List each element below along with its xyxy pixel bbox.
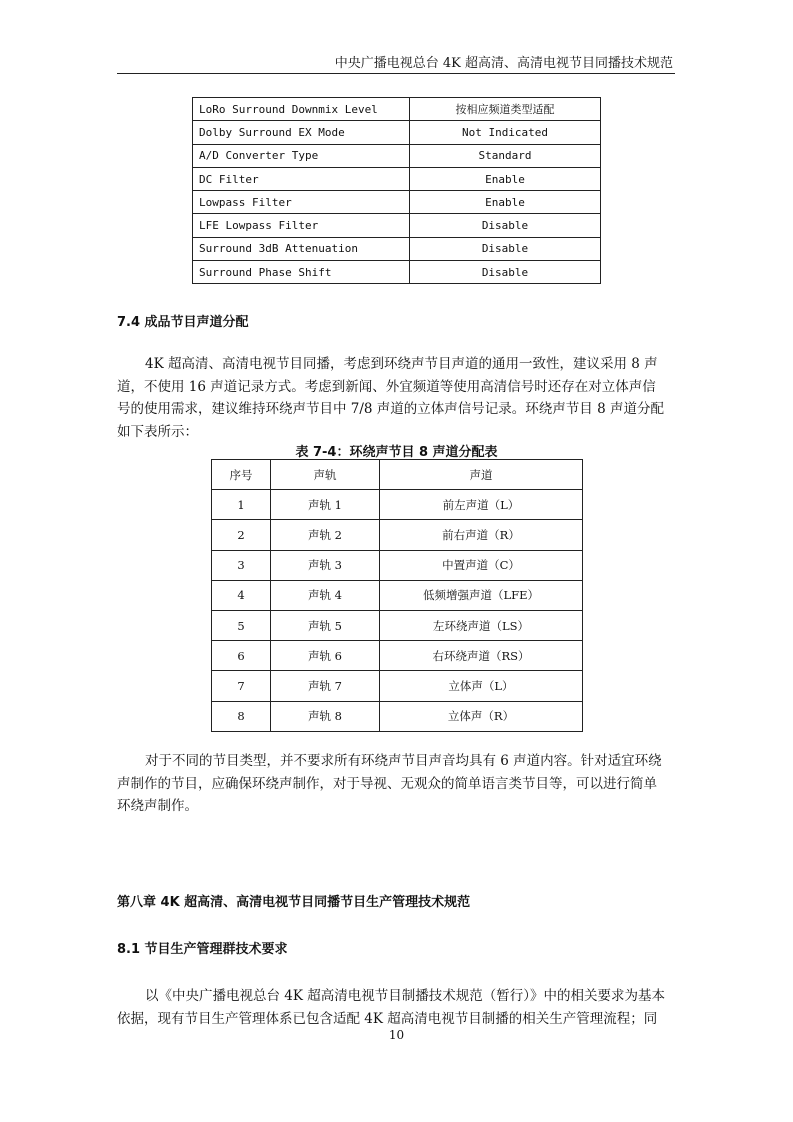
cell-index: 1 <box>212 490 271 520</box>
setting-value: Disable <box>410 237 601 260</box>
cell-track: 声轨 1 <box>271 490 380 520</box>
cell-track: 声轨 8 <box>271 701 380 731</box>
table-row <box>212 550 583 580</box>
table-row <box>212 641 583 671</box>
table-row <box>193 121 601 144</box>
section-7-4-paragraph <box>117 353 675 443</box>
column-header: 序号 <box>212 460 271 490</box>
cell-track: 声轨 3 <box>271 550 380 580</box>
cell-track: 声轨 2 <box>271 520 380 550</box>
setting-key: Surround Phase Shift <box>193 261 410 284</box>
setting-value: Enable <box>410 191 601 214</box>
cell-index: 4 <box>212 580 271 610</box>
cell-channel: 立体声（R） <box>380 701 583 731</box>
cell-index: 3 <box>212 550 271 580</box>
paragraph-line: 声制作的节目，应确保环绕声制作，对于导视、无观众的简单语言类节目等，可以进行简单 <box>117 775 657 792</box>
cell-index: 8 <box>212 701 271 731</box>
section-heading-7-4: 7.4 成品节目声道分配 <box>117 315 249 330</box>
cell-channel: 右环绕声道（RS） <box>380 641 583 671</box>
setting-key: Surround 3dB Attenuation <box>193 237 410 260</box>
table-header-row <box>212 460 583 490</box>
cell-track: 声轨 5 <box>271 610 380 640</box>
setting-key: Dolby Surround EX Mode <box>193 121 410 144</box>
column-header: 声道 <box>380 460 583 490</box>
cell-channel: 前左声道（L） <box>380 490 583 520</box>
setting-key: Lowpass Filter <box>193 191 410 214</box>
cell-channel: 低频增强声道（LFE） <box>380 580 583 610</box>
paragraph-line: 4K 超高清、高清电视节目同播，考虑到环绕声节目声道的通用一致性，建议采用 8 声 <box>145 356 658 372</box>
column-header: 声轨 <box>271 460 380 490</box>
table-row <box>193 261 601 284</box>
table-row <box>193 98 601 121</box>
setting-value: Disable <box>410 261 601 284</box>
cell-channel: 中置声道（C） <box>380 550 583 580</box>
cell-channel: 前右声道（R） <box>380 520 583 550</box>
table-row <box>193 167 601 190</box>
section-heading-8-1: 8.1 节目生产管理群技术要求 <box>117 942 288 957</box>
setting-value: Disable <box>410 214 601 237</box>
channel-allocation-table <box>211 459 583 732</box>
cell-track: 声轨 4 <box>271 580 380 610</box>
page-number: 10 <box>388 1028 405 1042</box>
section-8-1-paragraph <box>117 985 675 1030</box>
paragraph-line: 如下表所示： <box>117 423 198 440</box>
table-row <box>193 144 601 167</box>
cell-channel: 左环绕声道（LS） <box>380 610 583 640</box>
setting-key: LFE Lowpass Filter <box>193 214 410 237</box>
setting-key: LoRo Surround Downmix Level <box>193 98 410 121</box>
table-row <box>212 580 583 610</box>
paragraph-line: 号的使用需求，建议维持环绕声节目中 7/8 声道的立体声信号记录。环绕声节目 8 声道分配 <box>117 401 664 417</box>
cell-index: 7 <box>212 671 271 701</box>
setting-value: Enable <box>410 167 601 190</box>
table-row <box>212 490 583 520</box>
cell-index: 6 <box>212 641 271 671</box>
table-row <box>193 191 601 214</box>
paragraph-line: 以《中央广播电视总台 4K 超高清电视节目制播技术规范（暂行）》中的相关要求为基本 <box>145 988 666 1004</box>
cell-track: 声轨 6 <box>271 641 380 671</box>
table-row <box>193 237 601 260</box>
table-row <box>212 671 583 701</box>
setting-value: Standard <box>410 144 601 167</box>
settings-table <box>192 97 601 284</box>
table-row <box>193 214 601 237</box>
surround-note-paragraph <box>117 750 675 818</box>
paragraph-line: 环绕声制作。 <box>117 798 198 814</box>
setting-value: Not Indicated <box>410 121 601 144</box>
table-row <box>212 610 583 640</box>
setting-key: DC Filter <box>193 167 410 190</box>
chapter-heading-8: 第八章 4K 超高清、高清电视节目同播节目生产管理技术规范 <box>117 895 471 910</box>
setting-value: 按相应频道类型适配 <box>410 98 601 121</box>
table-row <box>212 520 583 550</box>
setting-key: A/D Converter Type <box>193 144 410 167</box>
table-caption: 表 7-4：环绕声节目 8 声道分配表 <box>295 445 498 460</box>
header-divider <box>117 73 675 74</box>
cell-track: 声轨 7 <box>271 671 380 701</box>
cell-index: 5 <box>212 610 271 640</box>
cell-index: 2 <box>212 520 271 550</box>
table-row <box>212 701 583 731</box>
paragraph-line: 对于不同的节目类型，并不要求所有环绕声节目声音均具有 6 声道内容。针对适宜环绕 <box>145 753 662 769</box>
cell-channel: 立体声（L） <box>380 671 583 701</box>
paragraph-line: 道，不使用 16 声道记录方式。考虑到新闻、外宜频道等使用高清信号时还存在对立体声信 <box>117 378 656 395</box>
paragraph-line: 依据，现有节目生产管理体系已包含适配 4K 超高清电视节目制播的相关生产管理流程；同 <box>117 1010 658 1027</box>
running-header: 中央广播电视总台 4K 超高清、高清电视节目同播技术规范 <box>334 56 673 71</box>
